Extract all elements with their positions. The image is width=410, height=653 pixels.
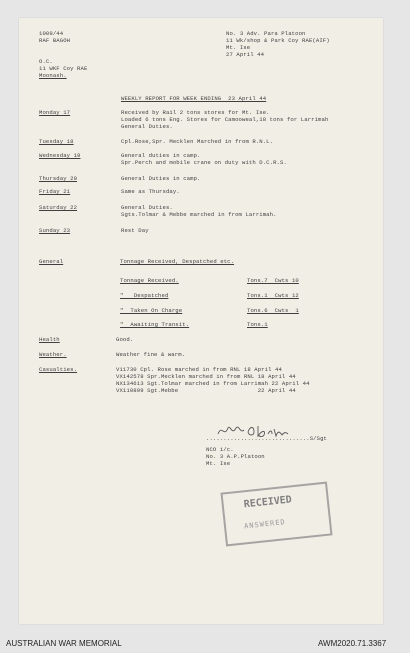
signatory-role: NCO i/c. xyxy=(206,446,234,453)
day-entry-text: General Duties. xyxy=(121,123,173,130)
footer-source: AUSTRALIAN WAR MEMORIAL xyxy=(6,639,122,648)
stamp-answered-text: ANSWERED xyxy=(243,518,287,531)
sender-company: 11 Wk/shop & Park Coy RAE(AIF) xyxy=(226,37,330,44)
footer-accession: AWM2020.71.3367 xyxy=(318,639,387,648)
report-title: WEEKLY REPORT FOR WEEK ENDING 23 April 44 xyxy=(121,95,267,102)
general-heading: Tonnage Received, Despatched etc. xyxy=(120,258,235,265)
addressee-line1: O.C. xyxy=(39,58,53,65)
tonnage-item: " Taken On Charge xyxy=(120,307,183,314)
weather-value: Weather fine & warm. xyxy=(116,351,186,358)
casualty-entry: V11730 Cpl. Rose marched in from RNL 18 April 44 xyxy=(116,366,282,373)
casualty-entry: VX110899 Sgt.Mebbe 22 April 44 xyxy=(116,387,296,394)
addressee-line3: Moonash. xyxy=(39,72,67,79)
day-entry-text: Rest Day xyxy=(121,227,149,234)
casualty-entry: VX142578 Spr.Mecklen marched in from RNL 18 April 44 xyxy=(116,373,296,380)
day-entry-text: General Duties. xyxy=(121,204,173,211)
general-label: General xyxy=(39,258,64,265)
tonnage-item: Tonnage Received. xyxy=(120,277,179,284)
signatory-unit: No. 3 A.P.Platoon xyxy=(206,453,265,460)
day-entry-text: Cpl.Rose,Spr. Mecklen Marched in from R.N.L. xyxy=(121,138,274,145)
ref-number: 1009/44 xyxy=(39,30,64,37)
unit-code: RAF BAGOH xyxy=(39,37,71,44)
sender-location: Mt. Ise xyxy=(226,44,251,51)
day-label: Wednesday 19 xyxy=(39,152,81,159)
sender-unit: No. 3 Adv. Para Platoon xyxy=(226,30,306,37)
day-entry-text: General Duties in camp. xyxy=(121,175,201,182)
tonnage-value: Tons.7 Cwts 10 xyxy=(247,277,299,284)
addressee-line2: 11 WKF Coy RAE xyxy=(39,65,88,72)
day-entry-text: Spr.Perch and mobile crane on duty with D.C.R.S. xyxy=(121,159,287,166)
tonnage-value: Tons.1 xyxy=(247,321,268,328)
day-label: Thursday 20 xyxy=(39,175,78,182)
day-label: Sunday 23 xyxy=(39,227,71,234)
day-entry-text: Received by Rail 2 tons stores for Mt. Ise. xyxy=(121,109,270,116)
tonnage-value: Tons.6 Cwts 1 xyxy=(247,307,299,314)
day-entry-text: General duties in camp. xyxy=(121,152,201,159)
day-label: Monday 17 xyxy=(39,109,71,116)
signatory-location: Mt. Ise xyxy=(206,460,231,467)
weather-label: Weather. xyxy=(39,351,67,358)
day-label: Tuesday 18 xyxy=(39,138,74,145)
tonnage-item: " Despatched xyxy=(120,292,169,299)
day-entry-text: Loaded 6 tons Eng. Stores for Camooweal,18 tons for Larrimah xyxy=(121,116,329,123)
tonnage-item: " Awaiting Transit. xyxy=(120,321,190,328)
report-date: 27 April 44 xyxy=(226,51,265,58)
casualties-label: Casualties. xyxy=(39,366,78,373)
tonnage-value: Tons.1 Cwts 12 xyxy=(247,292,299,299)
health-value: Good. xyxy=(116,336,134,343)
stamp-received-text: RECEIVED xyxy=(243,494,293,511)
day-entry-text: Same as Thursday. xyxy=(121,188,180,195)
signature-line: ..............................S/Sgt xyxy=(206,435,328,442)
received-stamp xyxy=(220,482,332,547)
casualty-entry: NX134613 Sgt.Tolmar marched in from Larrimah 22 April 44 xyxy=(116,380,310,387)
day-entry-text: Sgts.Tolmar & Mebbe marched in from Larrimah. xyxy=(121,211,277,218)
day-label: Saturday 22 xyxy=(39,204,78,211)
day-label: Friday 21 xyxy=(39,188,71,195)
health-label: Health xyxy=(39,336,60,343)
